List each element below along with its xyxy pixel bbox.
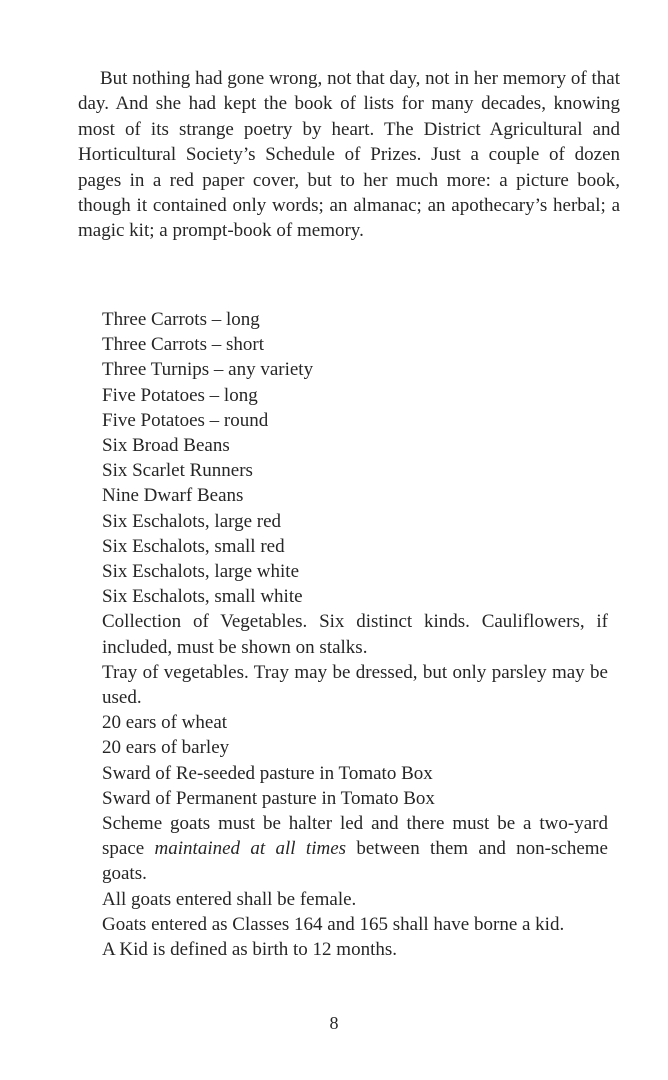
list-item: Six Broad Beans [102, 435, 230, 457]
list-item: Nine Dwarf Beans [102, 485, 244, 507]
list-item: Three Turnips – any variety [102, 359, 314, 381]
page-number: 8 [329, 1013, 339, 1033]
list-item: Six Eschalots, small red [102, 535, 285, 557]
list-item: Three Carrots – short [102, 334, 264, 356]
list-item: Sward of Permanent pasture in Tomato Box [102, 787, 435, 809]
goats-rule-text-end: between them and non-scheme goats. [102, 838, 608, 885]
goats-rule-emphasis: maintained at all times [154, 838, 347, 860]
goats-rule-text-start: Scheme goats must be halter led and there must be a two-yard space [102, 813, 608, 860]
list-item: Goats entered as Classes 164 and 165 shall have borne a kid. [102, 913, 565, 935]
goats-rule-item [102, 811, 608, 887]
list-item: Six Eschalots, large red [102, 510, 282, 532]
list-item: Tray of vegetables. Tray may be dressed, but only parsley may be used. [102, 661, 608, 709]
list-item: Six Scarlet Runners [102, 460, 253, 482]
list-item: 20 ears of barley [102, 737, 230, 759]
list-item: 20 ears of wheat [102, 712, 228, 734]
list-item: Three Carrots – long [102, 309, 260, 330]
list-item: All goats entered shall be female. [102, 888, 357, 910]
list-item: Sward of Re-seeded pasture in Tomato Box [102, 762, 433, 784]
list-item: Five Potatoes – long [102, 384, 258, 406]
list-item: Six Eschalots, small white [102, 586, 303, 608]
body-paragraph: But nothing had gone wrong, not that day, not in her memory of that day. And she had kept the book of lists for many decades, knowing most of its strange poetry by heart. The District Agricultural and Horticultural Society’s Schedule of Prizes. Just a couple of dozen pages in a red paper cover, but to her much more: a picture book, though it contained only words; an almanac; an apothecary’s herbal; a magic kit; a prompt-book of memory. [78, 68, 620, 242]
list-item: Collection of Vegetables. Six distinct kinds. Cauliflowers, if included, must be shown on stalks. [102, 611, 608, 658]
prize-schedule-list [102, 307, 608, 962]
list-item: Five Potatoes – round [102, 409, 269, 431]
list-item: Six Eschalots, large white [102, 561, 300, 583]
list-item: A Kid is defined as birth to 12 months. [102, 939, 398, 961]
